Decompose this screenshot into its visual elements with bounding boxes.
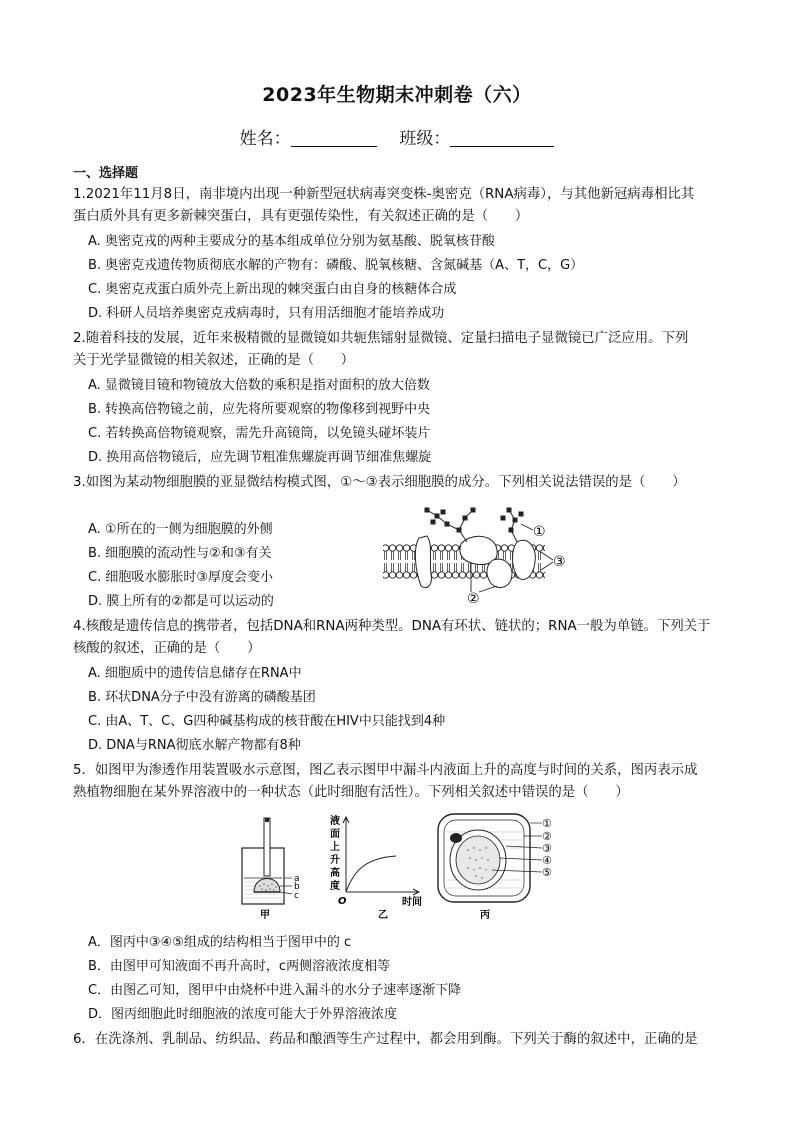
protein-inner: [487, 559, 512, 587]
figure-bing-caption: 丙: [480, 910, 490, 921]
curve-ylabel-2: 面: [330, 829, 340, 840]
question-2-option-a[interactable]: A. 显微镜目镜和物镜放大倍数的乘积是指对面积的放大倍数: [88, 378, 430, 393]
question-1-option-b[interactable]: B. 奥密克戎遗传物质彻底水解的产物有：磷酸、脱氧核糖、含氮碱基（A、T，C，G）: [88, 258, 584, 273]
question-4-option-d[interactable]: D. DNA与RNA彻底水解产物都有8种: [88, 738, 301, 753]
question-3-option-a[interactable]: A. ①所在的一侧为细胞膜的外侧: [88, 522, 273, 537]
apparatus-label-c: c: [294, 891, 299, 901]
question-2-option-c[interactable]: C. 若转换高倍物镜观察，需先升高镜筒，以免镜头碰坏装片: [88, 426, 431, 441]
membrane-label-3: ③: [553, 554, 566, 570]
question-4-option-a[interactable]: A. 细胞质中的遗传信息储存在RNA中: [88, 666, 302, 681]
apparatus-label-a: a: [294, 874, 300, 884]
question-5-option-a[interactable]: A．图丙中③④⑤组成的结构相当于图甲中的 c: [88, 935, 352, 950]
cell-label-4: ④: [542, 854, 552, 867]
question-2-stem-line-2: 关于光学显微镜的相关叙述，正确的是（ ）: [73, 353, 355, 368]
protein-right: [513, 540, 536, 579]
question-5-option-b[interactable]: B．由图甲可知液面不再升高时，c两侧溶液浓度相等: [88, 959, 391, 974]
question-6-stem-line-1: 6．在洗涤剂、乳制品、纺织品、药品和酿酒等生产过程中，都会用到酶。下列关于酶的叙述中，正确的是: [73, 1032, 698, 1047]
curve-origin: O: [338, 896, 347, 907]
question-5-stem-line-1: 5．如图甲为渗透作用装置吸水示意图，图乙表示图甲中漏斗内液面上升的高度与时间的关系，图丙表示成: [73, 763, 698, 778]
question-4-option-c[interactable]: C. 由A、T、C、G四种碱基构成的核苷酸在HIV中只能找到4种: [88, 714, 446, 729]
question-1-option-a[interactable]: A. 奥密克戎的两种主要成分的基本组成单位分别为氨基酸、脱氧核苷酸: [88, 234, 495, 249]
cell-label-5: ⑤: [542, 866, 552, 879]
curve-ylabel-1: 液: [330, 816, 340, 827]
cell-membrane-diagram: [375, 500, 585, 606]
plant-cell-diagram: [432, 810, 572, 922]
question-2-option-d[interactable]: D. 换用高倍物镜后，应先调节粗准焦螺旋再调节细准焦螺旋: [88, 450, 432, 465]
question-2-stem-line-1: 2.随着科技的发展，近年来极精微的显微镜如共轭焦镭射显微镜、定量扫描电子显微镜已广泛应用。下列: [73, 331, 689, 346]
question-1-stem-line-2: 蛋白质外具有更多新棘突蛋白，具有更强传染性，有关叙述正确的是（ ）: [73, 209, 529, 224]
osmosis-apparatus-diagram: [238, 812, 308, 922]
question-4-stem-line-2: 核酸的叙述，正确的是（ ）: [73, 641, 261, 656]
question-1-stem-line-1: 1.2021年11月8日，南非境内出现一种新型冠状病毒突变株-奥密克（RNA病毒），与其他新冠病毒相比其: [73, 187, 695, 202]
figure-yi-caption: 乙: [378, 910, 388, 921]
name-class-line: [0, 124, 794, 149]
question-2-option-b[interactable]: B. 转换高倍物镜之前，应先将所要观察的物像移到视野中央: [88, 402, 431, 417]
question-5-stem-line-2: 熟植物细胞在某外界溶液中的一种状态（此时细胞有活性）。下列相关叙述中错误的是（ ）: [73, 785, 629, 800]
class-blank[interactable]: [450, 128, 554, 147]
apparatus-label-b: b: [294, 882, 300, 892]
question-3-option-c[interactable]: C. 细胞吸水膨胀时③厚度会变小: [88, 570, 273, 585]
curve-ylabel-3: 上: [330, 842, 340, 853]
question-3-option-b[interactable]: B. 细胞膜的流动性与②和③有关: [88, 546, 272, 561]
cell-label-3: ③: [542, 842, 552, 855]
curve-xlabel: 时间: [402, 897, 422, 908]
question-3-stem-line-1: 3.如图为某动物细胞膜的亚显微结构模式图，①～③表示细胞膜的成分。下列相关说法错误的是（ ）: [73, 475, 686, 490]
cell-label-2: ②: [542, 830, 552, 843]
curve-ylabel-5: 高: [330, 868, 340, 879]
membrane-label-1: ①: [533, 524, 546, 540]
name-label: 姓名：: [239, 129, 291, 149]
membrane-label-2: ②: [467, 591, 480, 606]
question-4-option-b[interactable]: B. 环状DNA分子中没有游离的磷酸基团: [88, 690, 316, 705]
question-4-stem-line-1: 4.核酸是遗传信息的携带者，包括DNA和RNA两种类型。DNA有环状、链状的；RNA一般为单链。下列关于: [73, 619, 711, 634]
question-1-option-c[interactable]: C. 奥密克戎蛋白质外壳上新出现的棘突蛋白由自身的核糖体合成: [88, 282, 457, 297]
question-5-option-d[interactable]: D．图丙细胞此时细胞液的浓度可能大于外界溶液浓度: [88, 1007, 398, 1022]
figure-jia-caption: 甲: [260, 910, 270, 921]
cell-label-1: ①: [542, 817, 552, 830]
question-3-option-d[interactable]: D. 膜上所有的②都是可以运动的: [88, 594, 274, 609]
name-blank[interactable]: [291, 128, 377, 147]
section-title: 一、选择题: [73, 166, 139, 181]
question-1-option-d[interactable]: D. 科研人员培养奥密克戎病毒时，只有用活细胞才能培养成功: [88, 306, 445, 321]
class-label: 班级：: [399, 129, 451, 149]
question-5-option-c[interactable]: C．由图乙可知，图甲中由烧杯中进入漏斗的水分子速率逐渐下降: [88, 983, 462, 998]
curve-ylabel-6: 度: [330, 881, 340, 892]
liquid-rise-curve: [326, 814, 426, 922]
page-title: 2023年生物期末冲刺卷（六）: [262, 84, 532, 106]
curve-ylabel-4: 升: [330, 855, 340, 866]
